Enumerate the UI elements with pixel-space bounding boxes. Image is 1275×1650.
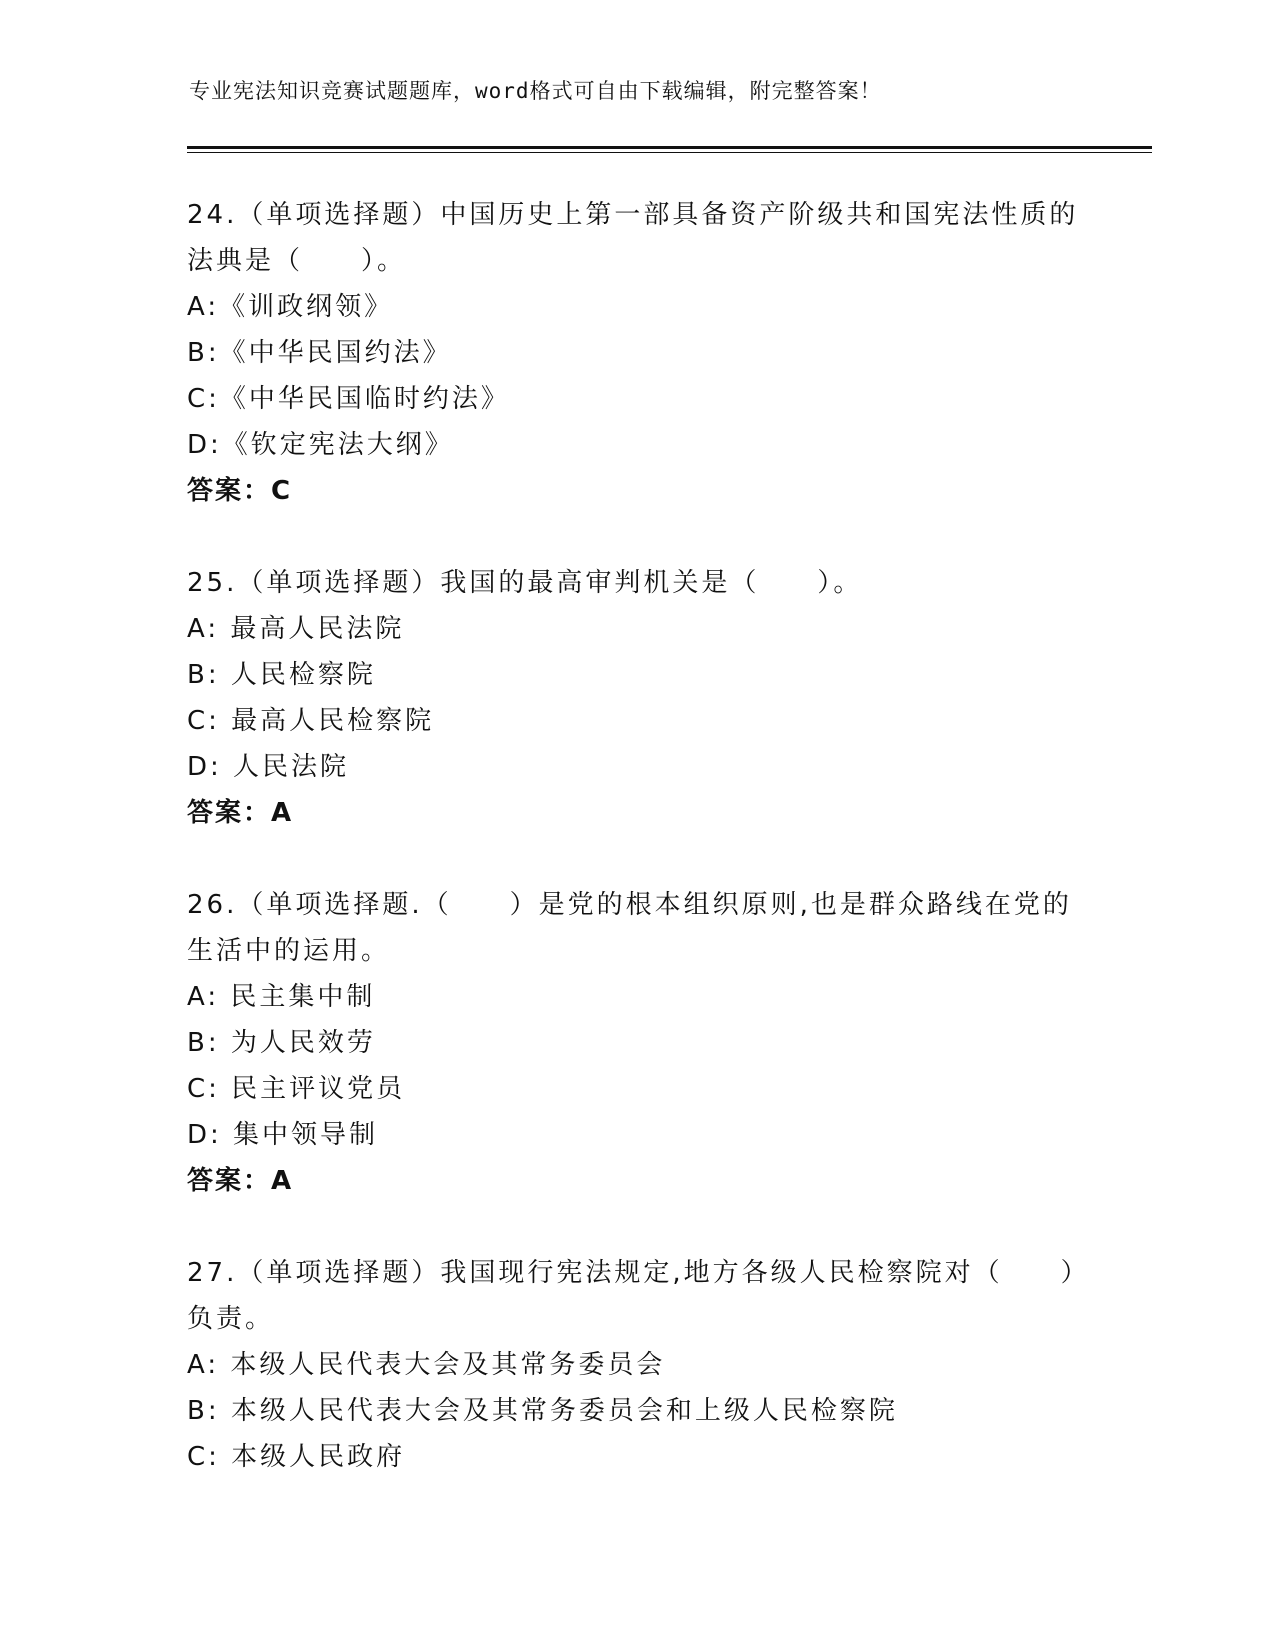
question-stem-line: 26.（单项选择题.（ ）是党的根本组织原则,也是群众路线在党的 — [187, 890, 1072, 920]
option-c: C: 民主评议党员 — [187, 1074, 406, 1104]
answer-line: 答案：A — [187, 1166, 294, 1196]
question-stem-line: 25.（单项选择题）我国的最高审判机关是（ ）。 — [187, 568, 863, 598]
option-d: D: 集中领导制 — [187, 1120, 379, 1150]
question-25 — [187, 560, 1087, 836]
question-stem-line: 负责。 — [187, 1304, 275, 1334]
option-a: A:《训政纲领》 — [187, 292, 394, 322]
header-rule-thin — [187, 152, 1152, 153]
option-d: D: 人民法院 — [187, 752, 350, 782]
question-stem-line: 法典是（ ）。 — [187, 246, 407, 276]
question-24 — [187, 192, 1087, 514]
answer-line: 答案：A — [187, 798, 294, 828]
option-b: B: 人民检察院 — [187, 660, 376, 690]
header-rule-thick — [187, 146, 1152, 149]
option-b: B:《中华民国约法》 — [187, 338, 452, 368]
option-a: A: 本级人民代表大会及其常务委员会 — [187, 1350, 666, 1380]
option-c: C: 最高人民检察院 — [187, 706, 435, 736]
answer-line: 答案：C — [187, 476, 293, 506]
option-c: C: 本级人民政府 — [187, 1442, 406, 1472]
question-stem-line: 27.（单项选择题）我国现行宪法规定,地方各级人民检察院对（ ） — [187, 1258, 1090, 1288]
option-a: A: 民主集中制 — [187, 982, 376, 1012]
option-c: C:《中华民国临时约法》 — [187, 384, 510, 414]
option-b: B: 为人民效劳 — [187, 1028, 376, 1058]
option-b: B: 本级人民代表大会及其常务委员会和上级人民检察院 — [187, 1396, 898, 1426]
question-27 — [187, 1250, 1090, 1480]
option-a: A: 最高人民法院 — [187, 614, 405, 644]
question-stem-line: 24.（单项选择题）中国历史上第一部具备资产阶级共和国宪法性质的 — [187, 200, 1079, 230]
question-stem-line: 生活中的运用。 — [187, 936, 391, 966]
question-26 — [187, 882, 1087, 1204]
option-d: D:《钦定宪法大纲》 — [187, 430, 454, 460]
header-text: 专业宪法知识竞赛试题题库，word格式可自由下载编辑，附完整答案！ — [189, 79, 882, 103]
